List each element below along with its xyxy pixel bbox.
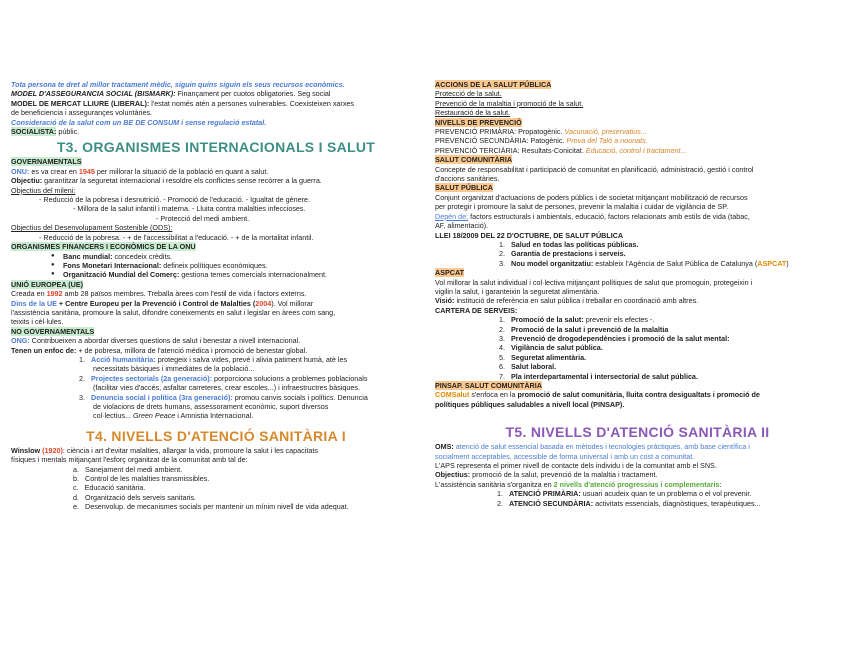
org-line bbox=[435, 480, 840, 489]
t4-item-text: Educació sanitària. bbox=[84, 483, 146, 493]
ley-item-number: 2. bbox=[499, 249, 505, 259]
cartera-heading: CARTERA DE SERVEIS: bbox=[435, 305, 518, 315]
enfoc-text: + de pobresa, millora de l'atenció mèdica i promoció de benestar global. bbox=[76, 345, 308, 355]
sc-heading: SALUT COMUNITÀRIA bbox=[435, 155, 513, 165]
ods-row: - Reducció de la pobresa. - + de l'accessibilitat a l'educació. - + de la mortalitat infantil. bbox=[39, 232, 314, 242]
t3-title: T3. ORGANISMES INTERNACIONALS I SALUT bbox=[56, 139, 376, 156]
t4-item bbox=[11, 502, 421, 511]
ley-item bbox=[435, 249, 840, 258]
cartera-item-text: prevenir els efectes -. bbox=[583, 315, 655, 325]
dins-text-b: ). Vol millorar bbox=[271, 298, 314, 308]
winslow-line bbox=[11, 446, 421, 455]
t5-objectius-line bbox=[435, 470, 840, 479]
enfoc-item-text-a: col·lectius... bbox=[93, 411, 133, 421]
ley-item-text: Salud en todas las políticas públicas. bbox=[511, 239, 639, 249]
oms-line-2: socialment acceptables, accessible de forma universal i amb un cost a comunitat. bbox=[435, 451, 695, 461]
t4-item-text: Organització dels serveis sanitaris. bbox=[85, 492, 197, 502]
winslow-year: (1920) bbox=[42, 445, 63, 455]
onu-label: ONU: bbox=[11, 166, 30, 176]
pinsap-bold-1: promoció de salut comunitària, lluita contra desigualtats i promoció de bbox=[517, 390, 760, 400]
t5-objectius-label: Objectius: bbox=[435, 470, 471, 480]
ong-text: Contribueixen a abordar diverses questions de salut i benestar a nivell internacional. bbox=[29, 336, 301, 346]
onu-year: 1945 bbox=[78, 166, 95, 176]
depen-line-2: AF, alimentació). bbox=[435, 221, 489, 231]
accions-item: Restauració de la salut. bbox=[435, 108, 511, 118]
fin-item-text: concedeix crèdits. bbox=[112, 251, 173, 261]
depen-label: Depèn de: bbox=[435, 211, 469, 221]
t4-item-letter: b. bbox=[73, 474, 79, 484]
onu-text-a: es va crear en bbox=[29, 166, 79, 176]
winslow-text: : ciència i art d'evitar malalties, allargar la vida, promoure la salut i les capacitats bbox=[62, 445, 318, 455]
fin-item-label: Fons Monetari Internacional: bbox=[63, 260, 162, 270]
cartera-item-label: Pla interdepartamental i intersectorial de salut pública. bbox=[511, 371, 698, 381]
t5-item-label: ATENCIÓ PRIMÀRIA: bbox=[509, 489, 581, 499]
t4-item-letter: e. bbox=[73, 502, 79, 512]
ley-heading: LLEI 18/2009 DEL 22 D'OCTUBRE, DE SALUT PÚBLICA bbox=[435, 230, 624, 240]
enfoc-line bbox=[11, 346, 421, 355]
t4-item-letter: a. bbox=[73, 464, 79, 474]
t4-title: T4. NIVELLS D'ATENCIÓ SANITÀRIA I bbox=[86, 427, 346, 444]
visio-label: Visió: bbox=[435, 296, 455, 306]
org-text-a: L'assistència sanitària s'organitza en bbox=[435, 479, 554, 489]
dins-line-3: teixits i cèl·lules. bbox=[11, 317, 64, 327]
sp-text: Conjunt organitzat d'actuacions de poders públics i de societat mitjançant mobilització de recursos bbox=[435, 192, 748, 202]
prev-terciaria-example: Educació, control i tractament... bbox=[585, 145, 687, 155]
mercat-text: l'estat només atén a persones vulnerables. Coexisteixen xarxes bbox=[149, 98, 355, 108]
dins-text-a: + Centre Europeu per la Prevenció i Control de Malalties ( bbox=[56, 298, 256, 308]
t4-item bbox=[11, 493, 421, 502]
onu-text-b: per millorar la situació de la població en quant a salut. bbox=[94, 166, 269, 176]
accions-item: Prevenció de la malaltia i promoció de la salut. bbox=[435, 98, 584, 108]
ley-item-text: Garantia de prestacions i serveis. bbox=[511, 249, 626, 259]
t5-title: T5. NIVELLS D'ATENCIÓ SANITÀRIA II bbox=[505, 424, 770, 441]
prev-secundaria-example: Prova del Taló a nounats. bbox=[566, 136, 648, 146]
cartera-item bbox=[435, 343, 840, 352]
mercat-label: MODEL DE MERCAT LLIURE (LIBERAL): bbox=[11, 98, 150, 108]
mileni-row-1: - Reducció de la pobresa i desnutrició. - Promoció de l'educació. - Igualtat de gènere. bbox=[39, 195, 311, 205]
prev-primaria bbox=[435, 127, 840, 136]
org-text-c: : bbox=[719, 479, 722, 489]
bismark-label: MODEL D'ASSEGURANCIA SOCIAL (BISMARK): bbox=[11, 89, 176, 99]
bismark-line bbox=[11, 89, 421, 98]
sc-text-2: d'accions sanitàries. bbox=[435, 174, 500, 184]
enfoc-item-label: Projectes sectorials (2a generació): bbox=[91, 373, 213, 383]
oms-label: OMS: bbox=[435, 442, 454, 452]
enfoc-item-label: Denuncia social i política (3ra generació): bbox=[91, 392, 233, 402]
socialista-label: SOCIALISTA: bbox=[11, 127, 57, 137]
fin-item bbox=[11, 252, 421, 261]
aps-line: L'APS representa el primer nivell de contacte dels individu i de la comunitat amb el SNS. bbox=[435, 461, 717, 471]
pinsap-text: s'enfoca en la bbox=[469, 390, 518, 400]
t4-item-letter: c. bbox=[73, 483, 79, 493]
consum-line: Consideració de la salut com un BE DE CONSUM i sense regulació estatal. bbox=[11, 117, 267, 127]
enfoc-item-text-c: i Amnistia Internacional. bbox=[175, 411, 254, 421]
prev-primaria-label: PREVENCIÓ PRIMÀRIA: Propatogènic. bbox=[435, 127, 565, 137]
fin-heading: ORGANISMES FINANCERS I ECONÒMICS DE LA ONU bbox=[11, 242, 196, 252]
nivells-heading: NIVELLS DE PREVENCIÓ bbox=[435, 117, 522, 127]
t4-item-letter: d. bbox=[73, 492, 79, 502]
cartera-item-label: Promoció de la salut i prevenció de la malaltia bbox=[511, 324, 669, 334]
enfoc-item-label: Acció humanitària: bbox=[91, 354, 156, 364]
ue-text-a: Creada en bbox=[11, 289, 47, 299]
prev-secundaria bbox=[435, 136, 840, 145]
socialista-line bbox=[11, 127, 421, 136]
t4-item bbox=[11, 483, 421, 492]
enfoc-item-cont: de violacions de drets humans, assessorament econòmic, suport diversos bbox=[93, 402, 329, 411]
dins-line bbox=[11, 299, 421, 308]
cartera-item-label: Vigilància de salut pública. bbox=[511, 343, 603, 353]
fin-item-text: gestiona temes comercials internacionalment. bbox=[179, 270, 328, 280]
sp-text-2: per protegir i promoure la salut de persones, prevenir la malaltia i cuidar de vigilància de SP. bbox=[435, 202, 729, 212]
socialista-text: públic. bbox=[56, 127, 80, 137]
cartera-item-number: 7. bbox=[499, 371, 505, 381]
sc-text: Concepte de responsabilitat i participació de comunitat en planificació, administració, gestió i control bbox=[435, 164, 754, 174]
mercat-line bbox=[11, 99, 421, 108]
oms-line bbox=[435, 442, 840, 451]
ong-label: ONG: bbox=[11, 336, 30, 346]
t5-objectius-text: promoció de la salut, prevenció de la malaltia i tractament. bbox=[470, 470, 658, 480]
cartera-item-number: 1. bbox=[499, 315, 505, 325]
ue-heading: UNIÓ EUROPEA (UE) bbox=[11, 279, 84, 289]
t5-item-text: activitats essencials, diagnòstiques, terapèutiques... bbox=[593, 498, 761, 508]
mercat-line-2: de beneficiencia i assegurançes voluntàries. bbox=[11, 108, 153, 118]
left-column bbox=[11, 80, 421, 512]
objectiu-label: Objectiu: bbox=[11, 176, 43, 186]
fin-item-text: defineix polítiques econòmiques. bbox=[161, 260, 268, 270]
sp-heading: SALUT PÚBLICA bbox=[435, 183, 493, 193]
dins-label: Dins de la UE bbox=[11, 298, 57, 308]
prev-terciaria bbox=[435, 146, 840, 155]
cartera-item bbox=[435, 353, 840, 362]
enfoc-item bbox=[11, 374, 421, 383]
gov-heading: GOVERNAMENTALS bbox=[11, 157, 82, 167]
enfoc-item bbox=[11, 393, 421, 402]
t4-item-text: Control de les malalties transmissibles. bbox=[85, 474, 210, 484]
pinsap-line bbox=[435, 390, 840, 399]
fin-item-label: Organització Mundial del Comerç: bbox=[63, 270, 180, 280]
enfoc-item-text: porporciona solucions a problemes poblacionals bbox=[212, 373, 368, 383]
fin-item-label: Banc mundial: bbox=[63, 251, 113, 261]
t5-item bbox=[435, 499, 840, 508]
prev-secundaria-label: PREVENCIÓ SECUNDÀRIA: Patogènic. bbox=[435, 136, 567, 146]
org-text-b: 2 nivells d'atenció progressius i complementaris bbox=[553, 479, 720, 489]
objectiu-line bbox=[11, 176, 421, 185]
enfoc-item-cont: necessitats bàsiques i immediates de la població... bbox=[93, 364, 255, 374]
cartera-item-number: 2. bbox=[499, 324, 505, 334]
nogov-heading: NO GOVERNAMENTALS bbox=[11, 326, 95, 336]
pinsap-label: COMSalut bbox=[435, 390, 470, 400]
cartera-item bbox=[435, 362, 840, 371]
ue-year: 1992 bbox=[46, 289, 63, 299]
enfoc-item bbox=[11, 355, 421, 364]
enfoc-label: Tenen un enfoc de: bbox=[11, 345, 77, 355]
t5-item-text: usuari acudeix quan te un problema o el vol prevenir. bbox=[580, 489, 752, 499]
prev-primaria-example: Vacunació, preservatius... bbox=[564, 127, 647, 137]
ue-text-b: amb 28 països membres. Treballa àrees com l'estil de vida i factors externs. bbox=[62, 289, 307, 299]
enfoc-item-cont: (facilitar vies d'accés, asfaltar carreteres, crear escoles...) i infraestructres bàsiques. bbox=[93, 383, 361, 393]
depen-text: factors estructurals i ambientals, educació, factors relacionats amb estils de vida (tabac, bbox=[468, 211, 750, 221]
enfoc-item-text: promou canvis socials i polítics. Denuncia bbox=[232, 392, 368, 402]
mileni-heading: Objectius del mileni: bbox=[11, 185, 76, 195]
right-column bbox=[435, 80, 840, 508]
objectiu-text: garantitzar la seguretat internacional i resoldre els conflictes sense recórrer a la guerra. bbox=[42, 176, 322, 186]
cartera-item-number: 5. bbox=[499, 352, 505, 362]
cartera-item bbox=[435, 334, 840, 343]
ue-line bbox=[11, 289, 421, 298]
fin-item bbox=[11, 270, 421, 279]
ley-item bbox=[435, 240, 840, 249]
cartera-item-label: Promoció de la salut: bbox=[511, 315, 584, 325]
mileni-row-3: - Protecció del medi ambient. bbox=[156, 213, 250, 223]
onu-line bbox=[11, 167, 421, 176]
winslow-line-2: físiques i mentals mitjançant l'esforç organitzat de la comunitat amb tal de: bbox=[11, 455, 248, 465]
enfoc-item-number: 2. bbox=[79, 373, 85, 383]
visio-line bbox=[435, 296, 840, 305]
oms-text: atenció de salut essencial basada en mètodes i tecnologies pràctiques, amb base científica i bbox=[453, 442, 750, 452]
enfoc-item-number: 3. bbox=[79, 392, 85, 402]
aspcat-text: Vol millorar la salut individual i col·lectiva mitjançant polítiques de salut que promoguin, protegeixin i bbox=[435, 277, 753, 287]
ley-item-rest: estableix l'Agència de Salut Pública de Catalunya ( bbox=[593, 258, 758, 268]
ley-item-text: Nou model organitzatiu: bbox=[511, 258, 594, 268]
ley-item-number: 3. bbox=[499, 258, 505, 268]
cartera-item-number: 6. bbox=[499, 362, 505, 372]
ong-line bbox=[11, 336, 421, 345]
ley-item-acronym: ASPCAT bbox=[757, 258, 787, 268]
enfoc-item-text: protegeix i salva vides, prevé i alivia patiment humà, atè les bbox=[155, 354, 348, 364]
cartera-item bbox=[435, 315, 840, 324]
t5-item bbox=[435, 489, 840, 498]
t4-item-text: Sanejament del medi ambient. bbox=[85, 464, 183, 474]
enfoc-item-text-b: Green Peace bbox=[132, 411, 176, 421]
t4-item bbox=[11, 474, 421, 483]
visio-text: institució de referència en salut pública i treballar en coordinació amb altres. bbox=[454, 296, 699, 306]
t5-item-label: ATENCIÓ SECUNDÀRIA: bbox=[509, 498, 594, 508]
enfoc-item-cont bbox=[11, 411, 421, 420]
ley-item bbox=[435, 259, 840, 268]
cartera-item-number: 3. bbox=[499, 333, 505, 343]
enfoc-item-number: 1. bbox=[79, 354, 85, 364]
t4-item-text: Desenvolup. de mecanismes socials per mantenir un mínim nivell de vida adequat. bbox=[85, 502, 349, 512]
aspcat-heading: ASPCAT bbox=[435, 268, 465, 278]
fin-item bbox=[11, 261, 421, 270]
ley-item-number: 1. bbox=[499, 239, 505, 249]
bismark-text: Finançament per cuotos obligatories. Seg social bbox=[175, 89, 331, 99]
t4-item bbox=[11, 465, 421, 474]
prev-terciaria-label: PREVENCIÓ TERCIÀRIA: Resultats-Conicitat. bbox=[435, 145, 586, 155]
pinsap-line-2: polítiques públiques saludables a nivell local (PINSAP). bbox=[435, 399, 625, 409]
winslow-label: Winslow bbox=[11, 445, 41, 455]
dins-year: 2004 bbox=[255, 298, 272, 308]
aspcat-text-2: vigilin la salut, i garanteixin la seguretat alimentària. bbox=[435, 286, 600, 296]
accions-heading: ACCIONS DE LA SALUT PÚBLICA bbox=[435, 80, 552, 89]
t5-item-number: 2. bbox=[497, 498, 503, 508]
intro-line: Tota persona te dret al millor tractament mèdic, siguin quins siguin els seus recursos econòmics. bbox=[11, 80, 345, 89]
cartera-item-label: Seguretat alimentària. bbox=[511, 352, 587, 362]
accions-item: Protecció de la salut. bbox=[435, 89, 502, 99]
cartera-item bbox=[435, 325, 840, 334]
t5-item-number: 1. bbox=[497, 489, 503, 499]
depen-line bbox=[435, 212, 840, 221]
dins-line-2: l'assistència sanitària, promoure la salut, difondre coneixements en salut i legislar en àrees com sang, bbox=[11, 307, 336, 317]
cartera-item-number: 4. bbox=[499, 343, 505, 353]
ods-heading: Objectius del Desenvolupament Sostenible (ODS): bbox=[11, 223, 173, 233]
cartera-item-label: Prevenció de drogodependències i promoció de la salut mental: bbox=[511, 333, 730, 343]
mileni-row-2: - Millora de la salut infantil i materna. - Lluita contra malalties infeccioses. bbox=[73, 204, 306, 214]
cartera-item bbox=[435, 372, 840, 381]
cartera-item-label: Salut laboral. bbox=[511, 362, 557, 372]
pinsap-heading: PINSAP. SALUT COMUNITÀRIA bbox=[435, 381, 542, 390]
ley-item-end: ) bbox=[786, 258, 789, 268]
